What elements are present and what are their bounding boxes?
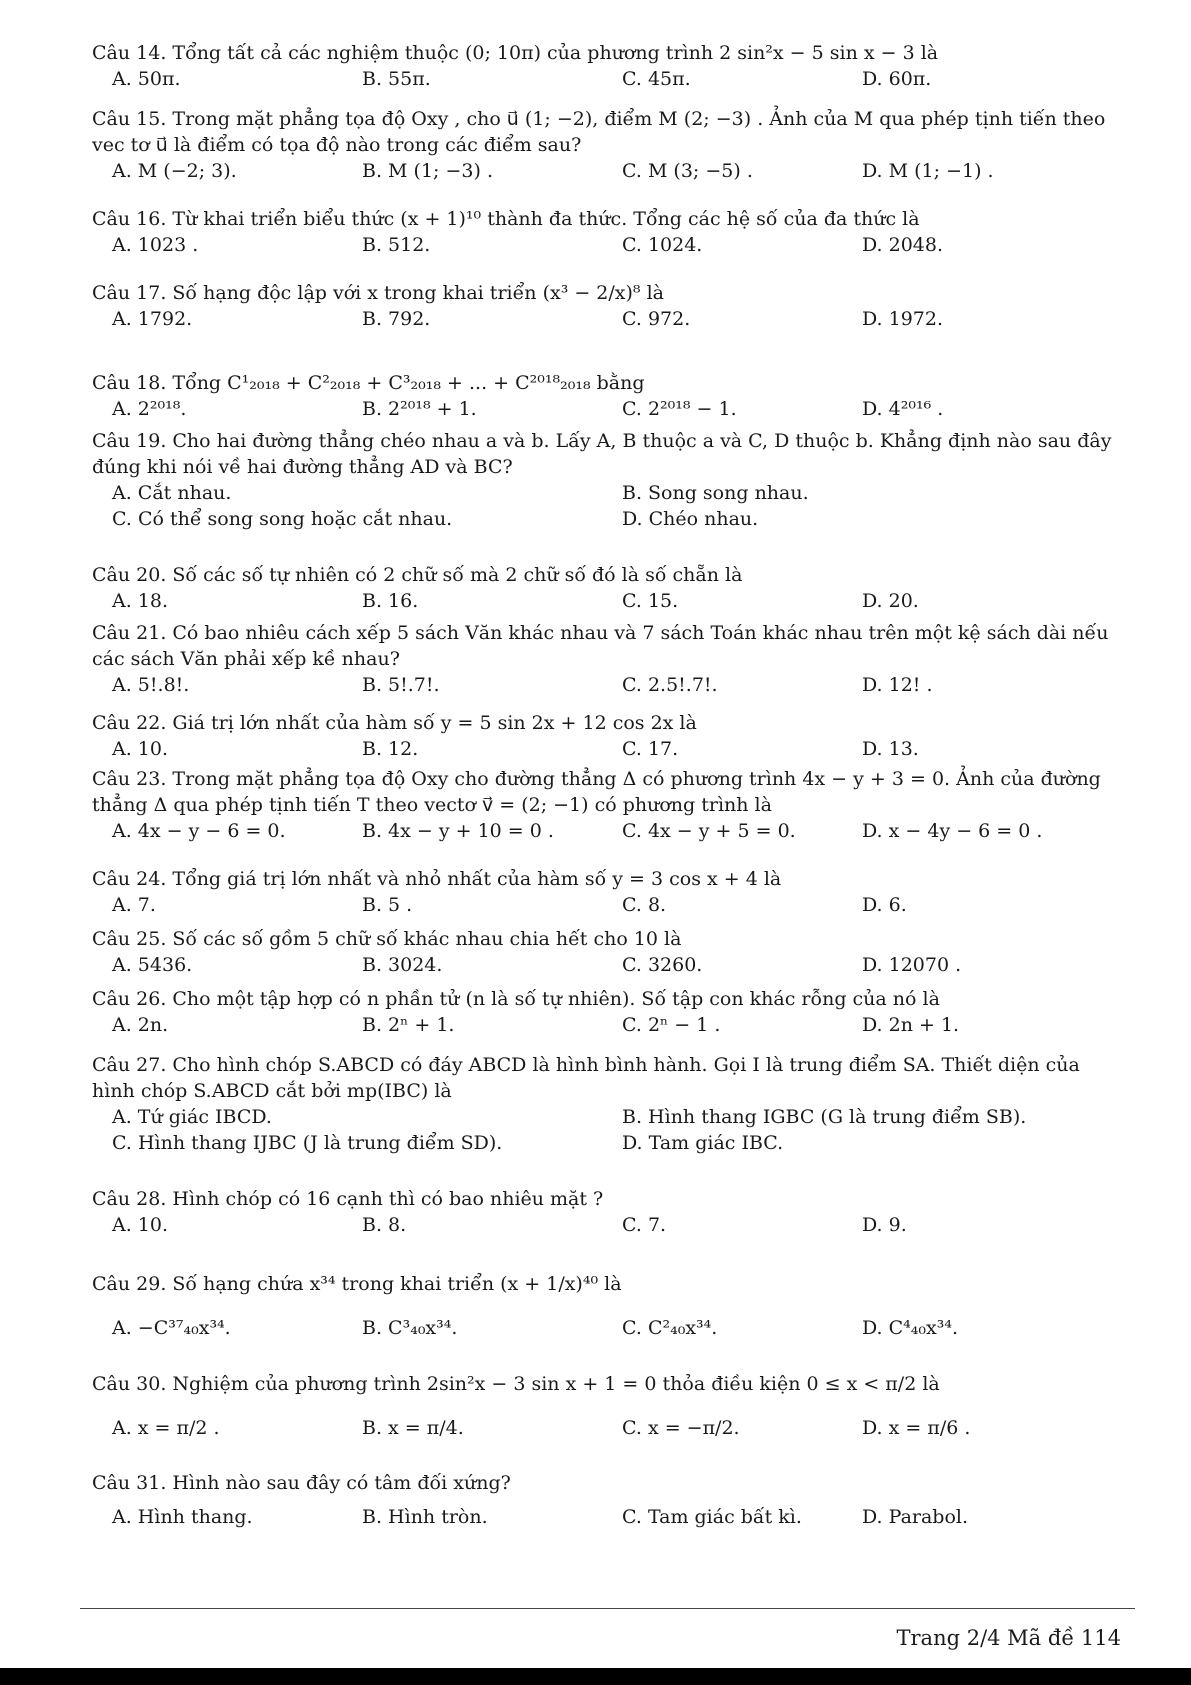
answer-options [92, 672, 1112, 698]
option-a[interactable]: A. 1023 . [112, 234, 199, 256]
question-14 [92, 40, 1112, 92]
answer-options [92, 1104, 1112, 1130]
option-c[interactable]: C. M (3; −5) . [622, 160, 753, 182]
option-a[interactable]: A. Hình thang. [112, 1506, 253, 1528]
option-a[interactable]: A. −C³⁷₄₀x³⁴. [112, 1317, 231, 1339]
page-footer: Trang 2/4 Mã đề 114 [896, 1626, 1121, 1650]
answer-options [92, 818, 1112, 844]
question-23 [92, 766, 1112, 844]
answer-options [92, 1306, 1112, 1350]
option-b[interactable]: B. 5 . [362, 894, 413, 916]
option-b[interactable]: B. 3024. [362, 954, 443, 976]
answer-options [92, 158, 1112, 184]
answer-options [92, 1012, 1112, 1038]
question-17 [92, 280, 1112, 332]
answer-options [92, 232, 1112, 258]
question-28 [92, 1186, 1112, 1238]
question-stem: Câu 26. Cho một tập hợp có n phần tử (n là số tự nhiên). Số tập con khác rỗng của nó là [92, 988, 940, 1010]
option-c[interactable]: C. 2²⁰¹⁸ − 1. [622, 398, 737, 420]
answer-options [92, 480, 1112, 506]
option-d[interactable]: D. M (1; −1) . [862, 160, 994, 182]
footer-divider [80, 1608, 1135, 1609]
option-b[interactable]: B. 16. [362, 590, 419, 612]
question-15 [92, 106, 1112, 184]
question-29 [92, 1262, 1112, 1350]
answer-options [92, 952, 1112, 978]
question-stem: Câu 31. Hình nào sau đây có tâm đối xứng? [92, 1472, 511, 1494]
option-b[interactable]: B. C³₄₀x³⁴. [362, 1317, 458, 1339]
option-d[interactable]: D. 2048. [862, 234, 944, 256]
option-d[interactable]: D. 20. [862, 590, 919, 612]
question-stem: Câu 18. Tổng C¹₂₀₁₈ + C²₂₀₁₈ + C³₂₀₁₈ + ... + C²⁰¹⁸₂₀₁₈ bằng [92, 372, 645, 394]
option-a[interactable]: A. 5436. [112, 954, 193, 976]
option-d[interactable]: D. Tam giác IBC. [622, 1132, 784, 1154]
question-26 [92, 986, 1112, 1038]
question-stem: Câu 21. Có bao nhiêu cách xếp 5 sách Văn khác nhau và 7 sách Toán khác nhau trên một kệ sách dài nếu các sách Văn phải xếp kề nhau? [92, 622, 1109, 670]
option-b[interactable]: B. 4x − y + 10 = 0 . [362, 820, 554, 842]
option-c[interactable]: C. Có thể song song hoặc cắt nhau. [112, 508, 453, 530]
option-d[interactable]: D. 4²⁰¹⁶ . [862, 398, 944, 420]
question-stem: Câu 15. Trong mặt phẳng tọa độ Oxy , cho u⃗ (1; −2), điểm M (2; −3) . Ảnh của M qua phép tịnh tiến theo vec tơ u⃗ là điểm có tọa độ nào trong các điểm sau? [92, 108, 1106, 156]
option-b[interactable]: B. 5!.7!. [362, 674, 440, 696]
question-27 [92, 1052, 1112, 1156]
answer-options [92, 1212, 1112, 1238]
answer-options [92, 396, 1112, 422]
option-a[interactable]: A. 10. [112, 738, 169, 760]
question-22 [92, 710, 1112, 762]
option-c[interactable]: C. 3260. [622, 954, 703, 976]
option-d[interactable]: D. Parabol. [862, 1506, 969, 1528]
option-d[interactable]: D. x − 4y − 6 = 0 . [862, 820, 1043, 842]
question-stem: Câu 29. Số hạng chứa x³⁴ trong khai triển (x + 1/x)⁴⁰ là [92, 1273, 622, 1295]
option-d[interactable]: D. x = π/6 . [862, 1417, 971, 1439]
option-b[interactable]: B. 2²⁰¹⁸ + 1. [362, 398, 477, 420]
option-b[interactable]: B. 8. [362, 1214, 407, 1236]
question-stem: Câu 23. Trong mặt phẳng tọa độ Oxy cho đường thẳng Δ có phương trình 4x − y + 3 = 0. Ảnh của đường thẳng Δ qua phép tịnh tiến T theo vectơ v⃗ = (2; −1) có phương trình là [92, 768, 1101, 816]
option-b[interactable]: B. x = π/4. [362, 1417, 464, 1439]
option-a[interactable]: A. 2²⁰¹⁸. [112, 398, 187, 420]
question-30 [92, 1362, 1112, 1450]
option-d[interactable]: D. 2n + 1. [862, 1014, 960, 1036]
option-d[interactable]: D. 9. [862, 1214, 907, 1236]
option-d[interactable]: D. 12070 . [862, 954, 962, 976]
option-b[interactable]: B. Hình thang IGBC (G là trung điểm SB). [622, 1106, 1027, 1128]
option-b[interactable]: B. Song song nhau. [622, 482, 809, 504]
option-a[interactable]: A. Cắt nhau. [112, 482, 232, 504]
option-b[interactable]: B. 512. [362, 234, 431, 256]
option-a[interactable]: A. 2n. [112, 1014, 169, 1036]
option-d[interactable]: D. Chéo nhau. [622, 508, 759, 530]
question-stem: Câu 16. Từ khai triển biểu thức (x + 1)¹⁰ thành đa thức. Tổng các hệ số của đa thức là [92, 208, 920, 230]
question-stem: Câu 17. Số hạng độc lập với x trong khai triển (x³ − 2/x)⁸ là [92, 282, 664, 304]
question-stem: Câu 22. Giá trị lớn nhất của hàm số y = 5 sin 2x + 12 cos 2x là [92, 712, 697, 734]
option-b[interactable]: B. Hình tròn. [362, 1506, 488, 1528]
option-a[interactable]: A. x = π/2 . [112, 1417, 220, 1439]
question-25 [92, 926, 1112, 978]
option-d[interactable]: D. 6. [862, 894, 907, 916]
option-a[interactable]: A. 4x − y − 6 = 0. [112, 820, 286, 842]
option-c[interactable]: C. Hình thang IJBC (J là trung điểm SD). [112, 1132, 503, 1154]
option-c[interactable]: C. C²₄₀x³⁴. [622, 1317, 718, 1339]
option-c[interactable]: C. 7. [622, 1214, 667, 1236]
option-a[interactable]: A. 50π. [112, 68, 181, 90]
question-stem: Câu 28. Hình chóp có 16 cạnh thì có bao nhiêu mặt ? [92, 1188, 604, 1210]
answer-options [92, 588, 1112, 614]
answer-options [92, 1130, 1112, 1156]
question-20 [92, 562, 1112, 614]
option-c[interactable]: C. Tam giác bất kì. [622, 1506, 802, 1528]
question-21 [92, 620, 1112, 698]
option-a[interactable]: A. 18. [112, 590, 169, 612]
answer-options [92, 306, 1112, 332]
answer-options [92, 736, 1112, 762]
option-a[interactable]: A. 5!.8!. [112, 674, 190, 696]
option-c[interactable]: C. 17. [622, 738, 679, 760]
option-c[interactable]: C. 1024. [622, 234, 703, 256]
option-a[interactable]: A. 7. [112, 894, 156, 916]
question-stem: Câu 20. Số các số tự nhiên có 2 chữ số mà 2 chữ số đó là số chẵn là [92, 564, 743, 586]
answer-options [92, 892, 1112, 918]
option-c[interactable]: C. 8. [622, 894, 667, 916]
answer-options [92, 506, 1112, 532]
option-d[interactable]: D. 12! . [862, 674, 933, 696]
option-d[interactable]: D. 13. [862, 738, 919, 760]
option-b[interactable]: B. M (1; −3) . [362, 160, 493, 182]
option-b[interactable]: B. 792. [362, 308, 431, 330]
question-stem: Câu 27. Cho hình chóp S.ABCD có đáy ABCD là hình bình hành. Gọi I là trung điểm SA. Thiết diện của hình chóp S.ABCD cắt bởi mp(IBC) là [92, 1054, 1080, 1102]
question-stem: Câu 24. Tổng giá trị lớn nhất và nhỏ nhất của hàm số y = 3 cos x + 4 là [92, 868, 782, 890]
option-a[interactable]: A. Tứ giác IBCD. [112, 1106, 272, 1128]
bottom-scan-band [0, 1668, 1191, 1685]
answer-options [92, 66, 1112, 92]
option-c[interactable]: C. 15. [622, 590, 679, 612]
option-c[interactable]: C. 2.5!.7!. [622, 674, 718, 696]
option-c[interactable]: C. 4x − y + 5 = 0. [622, 820, 796, 842]
option-c[interactable]: C. x = −π/2. [622, 1417, 740, 1439]
question-stem: Câu 14. Tổng tất cả các nghiệm thuộc (0; 10π) của phương trình 2 sin²x − 5 sin x − 3 là [92, 42, 939, 64]
option-c[interactable]: C. 45π. [622, 68, 691, 90]
option-a[interactable]: A. M (−2; 3). [112, 160, 237, 182]
option-b[interactable]: B. 55π. [362, 68, 431, 90]
option-b[interactable]: B. 12. [362, 738, 419, 760]
answer-options [92, 1406, 1112, 1450]
question-31 [92, 1470, 1112, 1530]
question-stem: Câu 19. Cho hai đường thẳng chéo nhau a và b. Lấy A, B thuộc a và C, D thuộc b. Khẳng định nào sau đây đúng khi nói về hai đường thẳng AD và BC? [92, 430, 1112, 478]
option-a[interactable]: A. 10. [112, 1214, 169, 1236]
question-stem: Câu 30. Nghiệm của phương trình 2sin²x − 3 sin x + 1 = 0 thỏa điều kiện 0 ≤ x < π/2 là [92, 1373, 940, 1395]
question-24 [92, 866, 1112, 918]
option-d[interactable]: D. C⁴₄₀x³⁴. [862, 1317, 959, 1339]
option-b[interactable]: B. 2ⁿ + 1. [362, 1014, 455, 1036]
question-stem: Câu 25. Số các số gồm 5 chữ số khác nhau chia hết cho 10 là [92, 928, 682, 950]
option-a[interactable]: A. 1792. [112, 308, 193, 330]
question-16 [92, 206, 1112, 258]
option-c[interactable]: C. 2ⁿ − 1 . [622, 1014, 721, 1036]
question-18 [92, 370, 1112, 422]
option-c[interactable]: C. 972. [622, 308, 691, 330]
option-d[interactable]: D. 1972. [862, 308, 944, 330]
answer-options [92, 1504, 1112, 1530]
question-19 [92, 428, 1112, 532]
option-d[interactable]: D. 60π. [862, 68, 932, 90]
